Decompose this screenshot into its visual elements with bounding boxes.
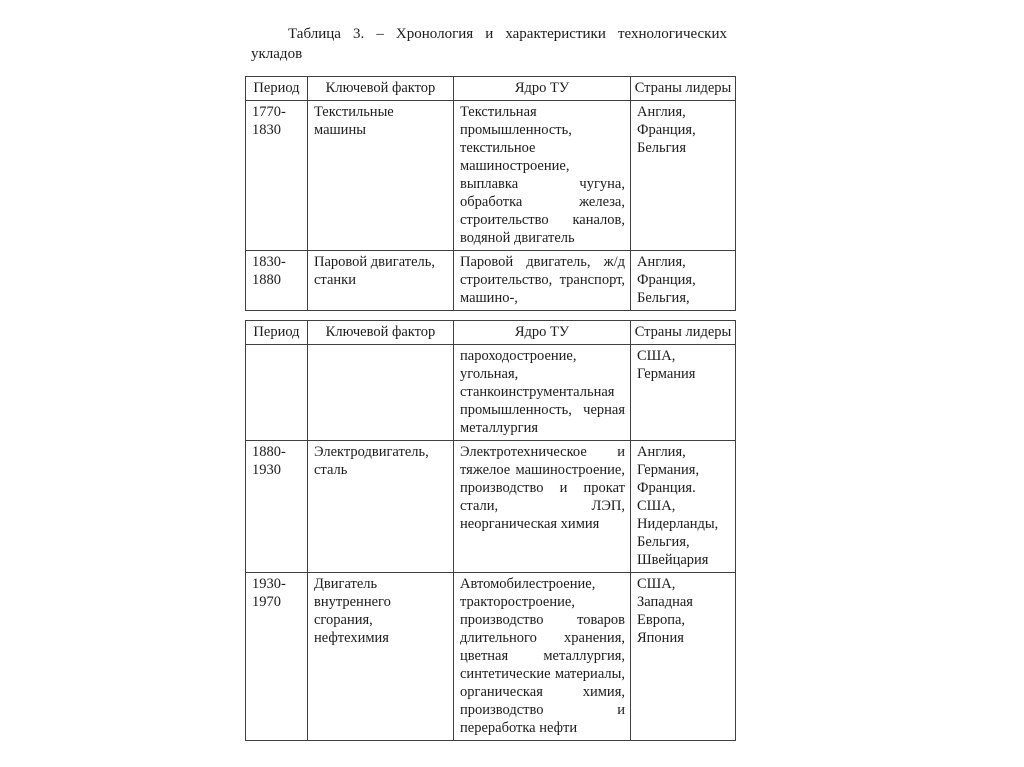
column-header-factor: Ключевой фактор: [308, 77, 454, 101]
core-cell: Паровой двигатель, ж/д строительство, транспорт, машино-,: [454, 251, 631, 311]
header-row: [246, 77, 736, 101]
document-page: [245, 24, 737, 741]
factor-cell: Паровой двигатель, станки: [308, 251, 454, 311]
table-row: [246, 345, 736, 441]
core-cell: Текстильная промышленность, текстильное машиностроение, выплавка чугуна, обработка железа, строительство каналов, водяной двигатель: [454, 101, 631, 251]
core-cell: пароходостроение, угольная, станкоинструментальная промышленность, черная металлургия: [454, 345, 631, 441]
column-header-factor: Ключевой фактор: [308, 321, 454, 345]
paradigms-table-2: [245, 320, 736, 741]
period-cell: [246, 345, 308, 441]
countries-cell: США, Западная Европа, Япония: [631, 573, 736, 741]
column-header-countries: Страны лидеры: [631, 77, 736, 101]
table-row: [246, 101, 736, 251]
factor-cell: [308, 345, 454, 441]
column-header-countries: Страны лидеры: [631, 321, 736, 345]
column-header-core: Ядро ТУ: [454, 77, 631, 101]
factor-cell: Текстильные машины: [308, 101, 454, 251]
table-caption: Таблица 3. – Хронология и характеристики технологических укладов: [251, 26, 727, 62]
factor-cell: Электродвигатель, сталь: [308, 441, 454, 573]
core-cell: Автомобилестроение, тракторостроение, производство товаров длительного хранения, цветная металлургия, синтетические материалы, органическая химия, производство и переработка нефти: [454, 573, 631, 741]
period-cell: 1830-1880: [246, 251, 308, 311]
table-row: [246, 441, 736, 573]
period-cell: 1770-1830: [246, 101, 308, 251]
period-cell: 1880-1930: [246, 441, 308, 573]
factor-cell: Двигатель внутреннего сгорания, нефтехимия: [308, 573, 454, 741]
countries-cell: Англия, Франция, Бельгия: [631, 101, 736, 251]
column-header-period: Период: [246, 77, 308, 101]
countries-cell: США, Германия: [631, 345, 736, 441]
paradigms-table-1: [245, 76, 736, 311]
table-row: [246, 251, 736, 311]
countries-cell: Англия, Германия, Франция. США, Нидерланды, Бельгия, Швейцария: [631, 441, 736, 573]
header-row: [246, 321, 736, 345]
countries-cell: Англия, Франция, Бельгия,: [631, 251, 736, 311]
period-cell: 1930-1970: [246, 573, 308, 741]
table-row: [246, 573, 736, 741]
column-header-period: Период: [246, 321, 308, 345]
column-header-core: Ядро ТУ: [454, 321, 631, 345]
core-cell: Электротехническое и тяжелое машиностроение, производство и прокат стали, ЛЭП, неорганическая химия: [454, 441, 631, 573]
